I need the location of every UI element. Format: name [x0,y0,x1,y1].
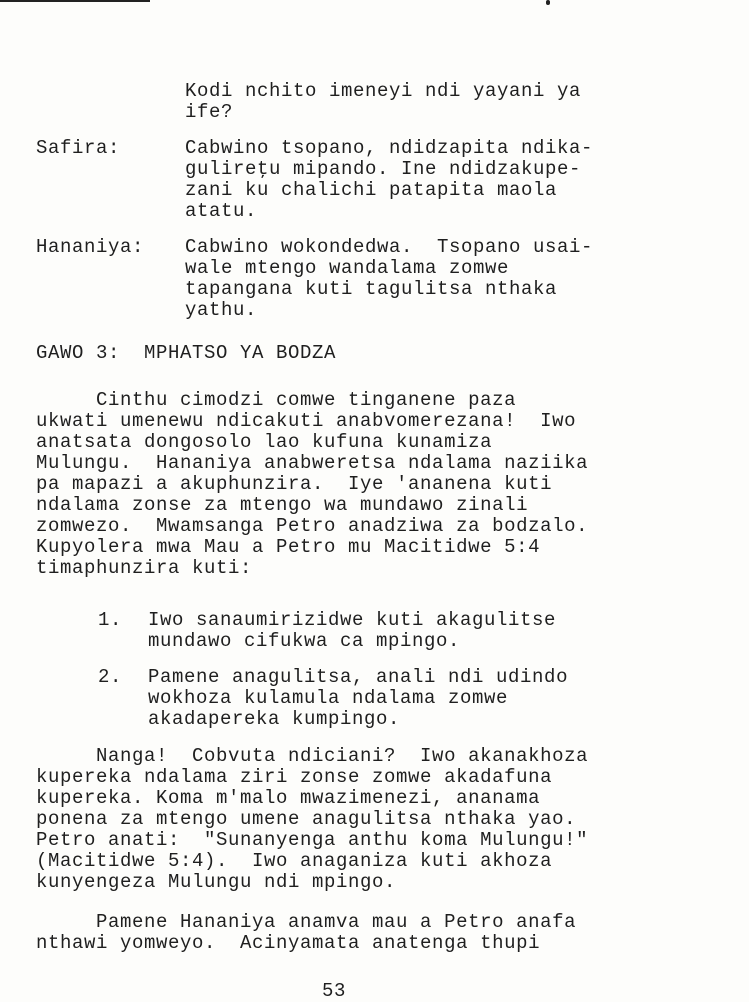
top-ink-speck [546,0,550,5]
list-number: 2. [98,666,123,688]
speaker-label: Safira: [36,137,121,159]
dialogue-line-text: Cabwino wokondedwa. Tsopano usai- wale mtengo wandalama zomwe tapangana kuti tagulitsa nthaka yathu. [185,236,594,321]
body-paragraph: Cinthu cimodzi comwe tinganene paza ukwati umenewu ndicakuti anabvomerezana! Iwo anatsata dongosolo lao kufuna kunamiza Mulungu. Hananiya anabweretsa ndalama naziika pa mapazi a akuphunzira. Iye 'ananena kuti ndalama zonse za mtengo wa mundawo zinali zomwezo. Mwamsanga Petro anadziwa za bodzalo. Kupyolera mwa Mau a Petro mu Macitidwe 5:4 timaphunzira kuti: [36,389,589,579]
section-heading: GAWO 3: MPHATSO YA BODZA [36,342,337,364]
body-paragraph: Nanga! Cobvuta ndiciani? Iwo akanakhoza kupereka ndalama ziri zonse zomwe akadafuna kupereka. Koma m'malo mwazimenezi, ananama ponena za mtengo umene anagulitsa nthaka yao. Petro anati: "Sunanyenga anthu koma Mulungu!" (Macitidwe 5:4). Iwo anaganiza kuti akhoza kunyengeza Mulungu ndi mpingo. [36,745,589,893]
list-item-text: Iwo sanaumirizidwe kuti akagulitse mundawo cifukwa ca mpingo. [148,609,557,652]
dialogue-line-text: Cabwino tsopano, ndidzapita ndika- gulireţu mipando. Ine ndidzakupe- zani ku chalichi patapita maola atatu. [185,137,594,222]
top-edge-rule [0,0,150,2]
speaker-label: Hananiya: [36,236,145,258]
page-number: 53 [322,980,347,1002]
dialogue-line-text: Kodi nchito imeneyi ndi yayani ya ife? [185,80,582,123]
body-paragraph: Pamene Hananiya anamva mau a Petro anafa nthawi yomweyo. Acinyamata anatenga thupi [36,911,577,954]
list-number: 1. [98,609,123,631]
list-item-text: Pamene anagulitsa, anali ndi udindo wokhoza kulamula ndalama zomwe akadapereka kumpingo. [148,666,569,730]
